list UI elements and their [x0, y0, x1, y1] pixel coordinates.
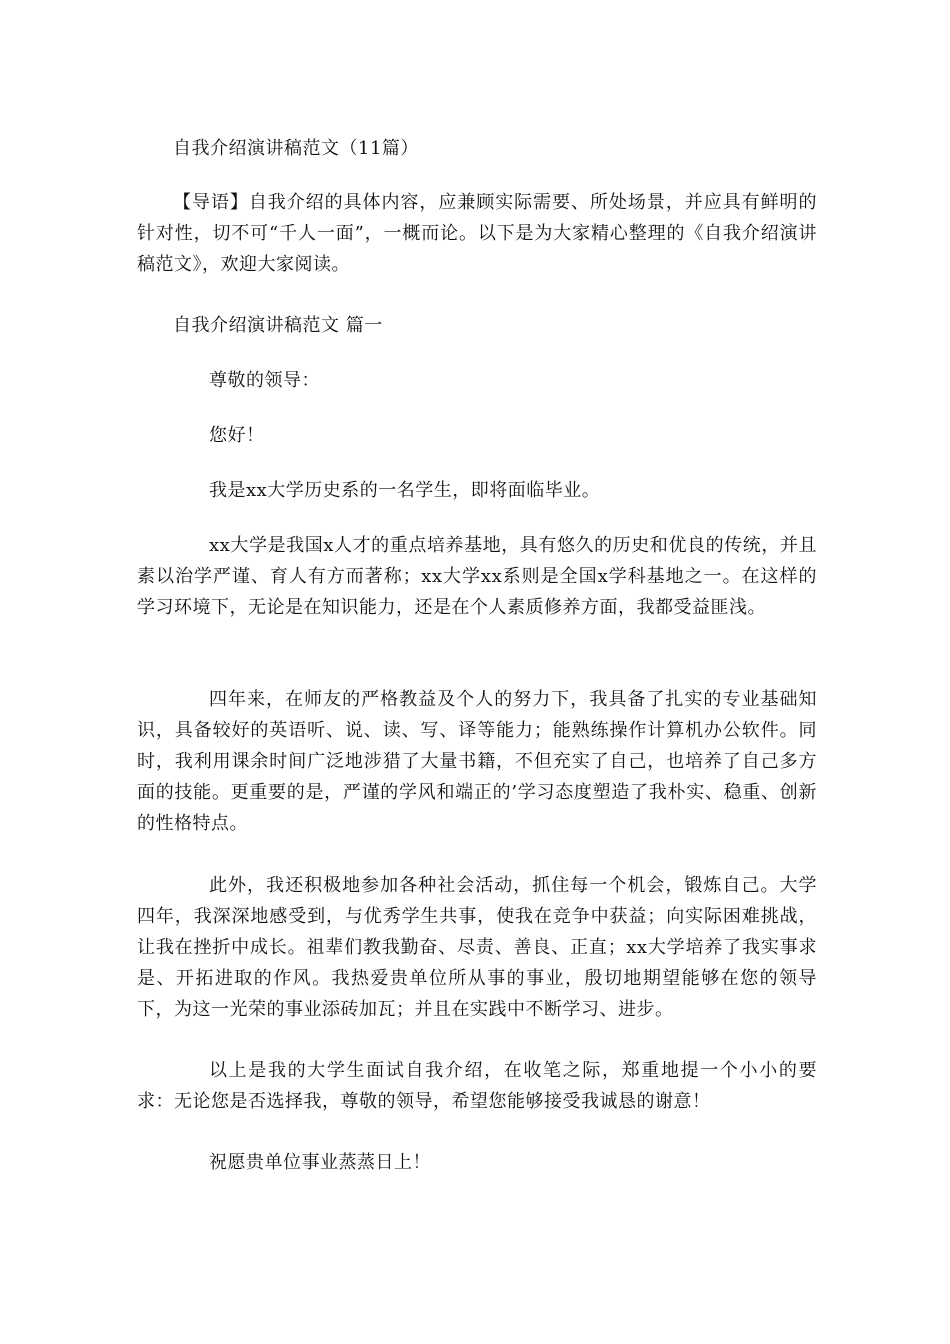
body-paragraph-1: xx大学是我国x人才的重点培养基地，具有悠久的历史和优良的传统，并且素以治学严谨、育人有方而著称；xx大学xx系则是全国x学科基地之一。在这样的学习环境下，无论是在知识能力，还是在个人素质修养方面，我都受益匪浅。 [137, 535, 817, 618]
document-title: 自我介绍演讲稿范文（11篇） [173, 138, 419, 159]
intro-sentence: 我是xx大学历史系的一名学生，即将面临毕业。 [209, 480, 601, 501]
greeting: 您好！ [209, 425, 265, 446]
closing-wish: 祝愿贵单位事业蒸蒸日上！ [209, 1152, 431, 1173]
salutation: 尊敬的领导： [209, 370, 320, 391]
body-paragraph-4: 以上是我的大学生面试自我介绍，在收笔之际，郑重地提一个小小的要求：无论您是否选择我，尊敬的领导，希望您能够接受我诚恳的谢意！ [137, 1060, 817, 1112]
body-paragraph-2: 四年来，在师友的严格教益及个人的努力下，我具备了扎实的专业基础知识，具备较好的英语听、说、读、写、译等能力；能熟练操作计算机办公软件。同时，我利用课余时间广泛地涉猎了大量书籍，不但充实了自己，也培养了自己多方面的技能。更重要的是，严谨的学风和端正的’学习态度塑造了我朴实、稳重、创新的性格特点。 [137, 689, 817, 834]
lead-paragraph: 【导语】自我介绍的具体内容，应兼顾实际需要、所处场景，并应具有鲜明的针对性，切不可“千人一面”，一概而论。以下是为大家精心整理的《自我介绍演讲稿范文》，欢迎大家阅读。 [137, 192, 817, 275]
section-heading: 自我介绍演讲稿范文 篇一 [173, 315, 383, 336]
body-paragraph-3: 此外，我还积极地参加各种社会活动，抓住每一个机会，锻炼自己。大学四年，我深深地感受到，与优秀学生共事，使我在竞争中获益；向实际困难挑战，让我在挫折中成长。祖辈们教我勤奋、尽责、善良、正直；xx大学培养了我实事求是、开拓进取的作风。我热爱贵单位所从事的事业，殷切地期望能够在您的领导下，为这一光荣的事业添砖加瓦；并且在实践中不断学习、进步。 [137, 875, 817, 1020]
